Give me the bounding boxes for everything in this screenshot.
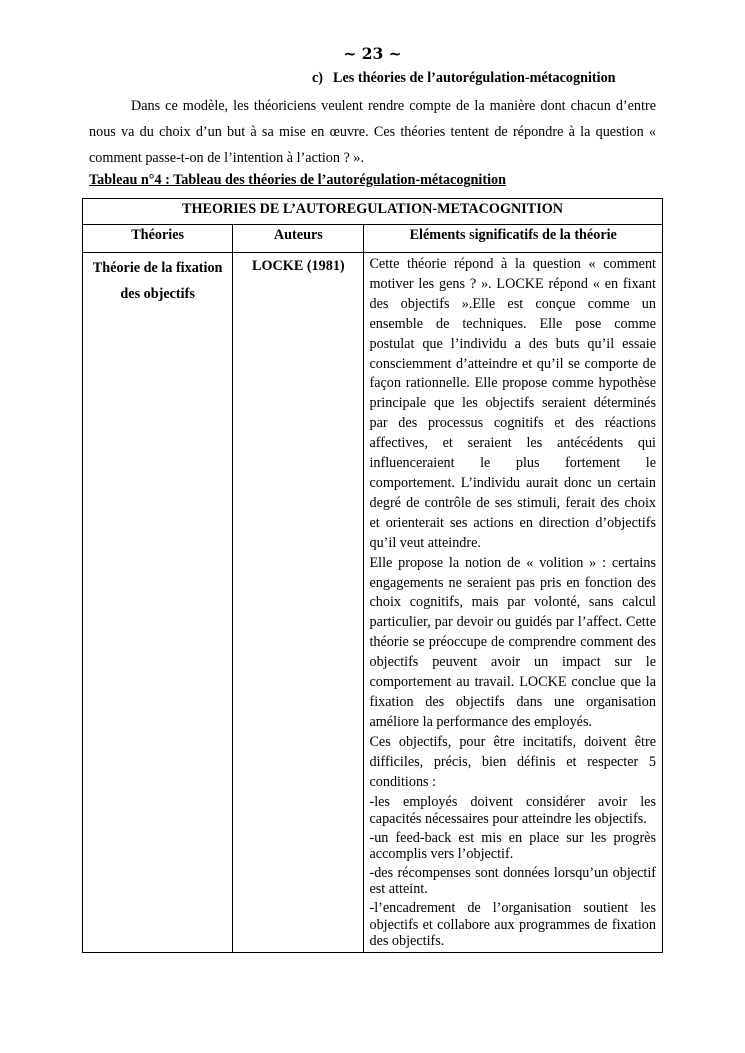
theory-name-text: Théorie de la fixation des objectifs	[92, 260, 223, 302]
header-authors: Auteurs	[233, 225, 364, 253]
elements-paragraph-3: Ces objectifs, pour être incitatifs, doivent être difficiles, précis, bien définis et respecter 5 conditions :	[369, 733, 656, 790]
table-row	[83, 253, 663, 953]
section-marker: c)	[312, 70, 324, 86]
elements-paragraph-1: Cette théorie répond à la question « comment motiver les gens ? ». LOCKE répond « en fixant des objectifs ».Elle est conçue comme un ensemble de techniques. Elle pose comme postulat que l’individu a des buts qu’il essaie consciemment d’atteindre et qu’il se comporte de façon rationnelle. Elle propose comme hypothèse principale que les objectifs seraient déterminés par des processus cognitifs et des réactions affectives, et seraient les antécédents qui influenceraient le plus fortement le comportement. L’individu aurait donc un certain degré de contrôle de ses stimuli, ferait des choix et orienterait ses actions en direction d’objectifs qu’il veut atteindre.	[369, 256, 656, 551]
condition-item: -les employés doivent considérer avoir les capacités nécessaires pour atteindre les objectifs.	[369, 794, 656, 828]
intro-paragraph	[89, 93, 656, 171]
section-heading	[312, 70, 616, 87]
table-caption: Tableau n°4 : Tableau des théories de l’autorégulation-métacognition	[89, 172, 507, 188]
condition-item: -l’encadrement de l’organisation soutient les objectifs et collabore aux programmes de fixation des objectifs.	[369, 900, 656, 950]
condition-item: -un feed-back est mis en place sur les progrès accomplis vers l’objectif.	[369, 829, 656, 863]
theory-name	[83, 253, 233, 953]
header-theories: Théories	[83, 225, 233, 253]
table-title: THEORIES DE L’AUTOREGULATION-METACOGNITION	[83, 199, 663, 225]
page-number: ~ 23 ~	[343, 44, 402, 63]
section-title: Les théories de l’autorégulation-métacognition	[333, 70, 616, 86]
theory-author: LOCKE (1981)	[233, 253, 364, 953]
theories-table	[82, 198, 663, 953]
condition-item: -des récompenses sont données lorsqu’un objectif est atteint.	[369, 864, 656, 898]
elements-paragraph-2: Elle propose la notion de « volition » : certains engagements ne seraient pas pris en fonction des choix cognitifs, mais par volonté, sans calcul particulier, par devoir ou guidés par l’affect. Cette théorie se préoccupe de comprendre comment des objectifs peuvent avoir un impact sur le comportement au travail. LOCKE conclue que la fixation des objectifs dans une organisation améliore la performance des employés.	[369, 554, 656, 730]
theory-elements	[364, 253, 663, 953]
header-elements: Eléments significatifs de la théorie	[364, 225, 663, 253]
intro-text: Dans ce modèle, les théoriciens veulent rendre compte de la manière dont chacun d’entre nous va du choix d’un but à sa mise en œuvre. Ces théories tentent de répondre à la question « comment passe-t-on de l’intention à l’action ? ».	[89, 98, 656, 166]
